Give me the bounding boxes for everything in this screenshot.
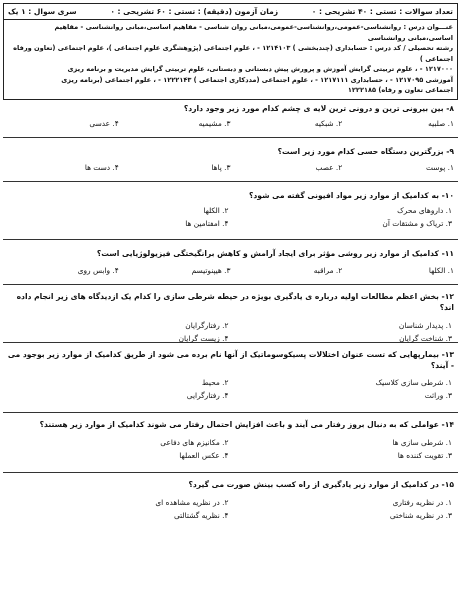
option-2[interactable]: ۲. محیط (201, 377, 229, 387)
subject-value: روانشناسی-عمومی،روانشناسی-عمومی،مبانی روان شناسی - مفاهیم اساسی،مبانی روانشناسی - مفاهیم اساسی،مبانی روانشناسی (54, 23, 453, 42)
field-line-1 (8, 43, 453, 64)
option-4[interactable]: ۴. امفتامین ها (185, 218, 229, 228)
question-text: ۸- بین بیرونی ترین و درونی ترین لایه ی چشم کدام مورد زیر وجود دارد؟ (183, 103, 454, 113)
option-4[interactable]: ۴. وابس روی (77, 265, 119, 275)
field-label: رشته تحصیلی / کد درس : (369, 44, 453, 52)
options-grid (7, 376, 454, 402)
option-4[interactable]: ۴. عدسی (89, 118, 119, 128)
option-2[interactable]: ۲. مکانیزم های دفاعی (160, 437, 229, 447)
question-block (3, 473, 458, 535)
options-row (7, 118, 454, 129)
question-block (3, 138, 458, 182)
total-questions-label: تعداد سوالات : تستی : ۴۰ تشریحی : ۰ (311, 7, 453, 16)
options-grid (7, 436, 454, 462)
option-2[interactable]: ۲. عصب (315, 162, 343, 172)
option-3[interactable]: ۳. تریاک و مشتقات آن (382, 218, 452, 228)
option-3[interactable]: ۳. هیپنوتیسم (191, 265, 231, 275)
option-1[interactable]: ۱. شرطی سازی کلاسیک (375, 377, 452, 387)
option-4[interactable]: ۴. دست ها (84, 162, 119, 172)
options-grid (7, 319, 454, 345)
option-4[interactable]: ۴. زیست گرایان (178, 333, 229, 343)
field-text-1: حسابداری (چندبخشی ) ۱۲۱۴۱۰۳ - ، علوم اجتماعی (پژوهشگری علوم اجتماعی )، علوم اجتماعی (تعاون ورفاه اجتماعی ) (13, 44, 453, 63)
field-line-3: آموزشی ۱۲۱۷۰۹۵ - ، حسابداری ۱۲۱۷۱۱۱ - ، علوم اجتماعی (مددکاری اجتماعی ) ۱۲۲۲۱۴۳ - ، علوم اجتماعی (برنامه ریزی (61, 75, 453, 84)
option-2[interactable]: ۲. شبکیه (314, 118, 343, 128)
option-4[interactable]: ۴. رفتارگرایی (186, 390, 229, 400)
exam-header-bar (3, 3, 458, 20)
option-2[interactable]: ۲. مراقبه (313, 265, 343, 275)
option-4[interactable]: ۴. عکس العملها (179, 450, 229, 460)
option-1[interactable]: ۱. صلبیه (428, 118, 454, 128)
question-block (3, 413, 458, 473)
field-line-2: ۱۲۱۷۰۰۰ - ، علوم تربیتی گرایش آموزش و پرورش پیش دبستانی و دبستانی، علوم تربیتی گرایش مدیریت و برنامه ریزی (67, 65, 453, 73)
question-block (3, 285, 458, 343)
option-2[interactable]: ۲. رفتارگرایان (185, 320, 229, 330)
question-text: ۱۱- کدامیک از موارد زیر روشی مؤثر برای ایجاد آرامش و کاهش برانگیختگی فیزیولوژیایی است؟ (96, 248, 454, 258)
subject-line (8, 22, 453, 43)
option-1[interactable]: ۱. الکلها (428, 265, 454, 275)
option-3[interactable]: ۳. در نظریه شناختی (389, 510, 452, 520)
question-block (3, 343, 458, 413)
question-text: ۱۲- بخش اعظم مطالعات اولیه درباره ی یادگیری بویژه در حیطه شرطی سازی را کدام یک ازدیدگاه های زیر انجام داده اند؟ (16, 291, 454, 312)
option-2[interactable]: ۲. در نظریه مشاهده ای (155, 497, 229, 507)
option-1[interactable]: ۱. پدیدار شناسان (398, 320, 452, 330)
question-text: ۹- بزرگترین دستگاه حسی کدام مورد زیر است؟ (277, 146, 454, 156)
series-label: سری سوال : ۱ یک (8, 7, 77, 16)
question-block (3, 100, 458, 138)
option-3[interactable]: ۳. پاها (211, 162, 231, 172)
exam-info-block (3, 20, 458, 100)
option-1[interactable]: ۱. پوست (425, 162, 454, 172)
subject-label: عنـــوان درس : (403, 23, 453, 31)
options-grid (7, 204, 454, 230)
options-grid (7, 496, 454, 522)
question-block (3, 182, 458, 240)
question-block (3, 240, 458, 285)
option-3[interactable]: ۳. وراثت (424, 390, 452, 400)
question-text: ۱۴- عواملی که به دنبال بروز رفتار می آیند و باعث افزایش احتمال رفتار می شوند کدامیک از موارد زیر هستند؟ (39, 419, 454, 429)
options-row (7, 265, 454, 276)
question-text: ۱۰- به کدامیک از موارد زیر مواد افیونی گفته می شود؟ (249, 190, 454, 200)
option-3[interactable]: ۳. تقویت کننده ها (397, 450, 452, 460)
option-1[interactable]: ۱. داروهای محرک (397, 205, 452, 215)
question-text: ۱۵- در کدامیک از موارد زیر یادگیری از راه کسب بینش صورت می گیرد؟ (188, 479, 454, 489)
exam-page (3, 3, 458, 605)
question-text: ۱۳- بیمارپهایی که تست عنوان اختلالات پسیکوسوماتیک از آنها نام برده می شود از طریق کدامیک از موارد زیر بوجود می - آیند؟ (7, 349, 454, 370)
option-4[interactable]: ۴. نظریه گشتالتی (174, 510, 229, 520)
option-3[interactable]: ۳. مشیمیه (198, 118, 231, 128)
options-row (7, 162, 454, 173)
option-3[interactable]: ۳. شناخت گرایان (399, 333, 452, 343)
option-1[interactable]: ۱. شرطی سازی ها (392, 437, 452, 447)
option-1[interactable]: ۱. در نظریه رفتاری (392, 497, 452, 507)
field-line-4: اجتماعی تعاون و رفاه) ۱۲۲۲۱۸۵ (347, 86, 453, 94)
option-2[interactable]: ۲. الکلها (203, 205, 229, 215)
exam-time-label: زمان آزمون (دقیقه) : تستی : ۶۰ تشریحی : ۰ (110, 7, 279, 16)
